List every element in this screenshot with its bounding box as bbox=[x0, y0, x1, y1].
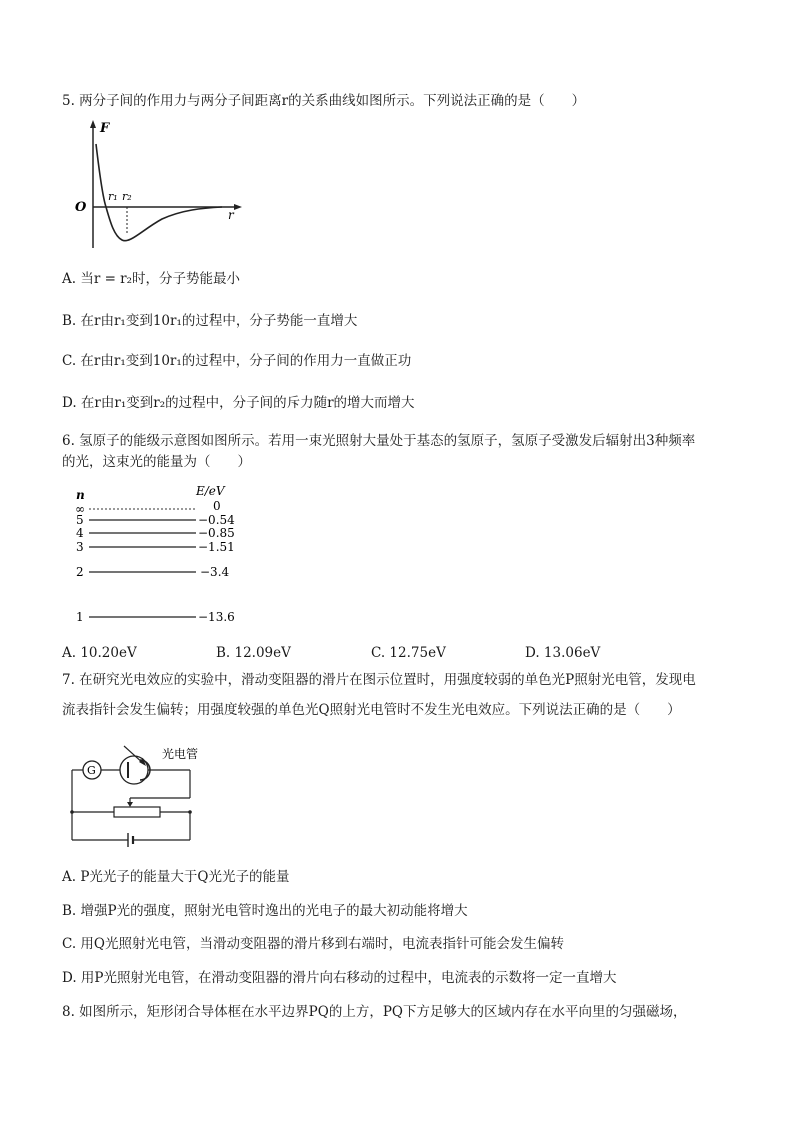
level-n-1: 1 bbox=[76, 610, 84, 624]
level-n-4: 4 bbox=[76, 526, 84, 540]
n-header: n bbox=[76, 488, 85, 502]
q6-option-d: D. 13.06eV bbox=[525, 645, 601, 661]
energy-header: E/eV bbox=[196, 484, 225, 498]
q5-option-d: D. 在r由r₁变到r₂的过程中，分子间的斥力随r的增大而增大 bbox=[62, 395, 415, 411]
q7-option-d: D. 用P光照射光电管，在滑动变阻器的滑片向右移动的过程中，电流表的示数将一定一直增大 bbox=[62, 970, 617, 986]
q6-stem-line2: 的光，这束光的能量为（ ） bbox=[62, 454, 251, 470]
q7-stem-line2: 流表指针会发生偏转；用强度较强的单色光Q照射光电管时不发生光电效应。下列说法正确的是（ ） bbox=[62, 702, 681, 718]
q7-stem-line1: 7. 在研究光电效应的实验中，滑动变阻器的滑片在图示位置时，用强度较弱的单色光P照射光电管，发现电 bbox=[62, 672, 696, 688]
origin-label: O bbox=[75, 200, 87, 215]
q5-force-curve-figure bbox=[72, 118, 257, 253]
level-e-2: −3.4 bbox=[200, 565, 230, 579]
slider-arrow-icon bbox=[127, 802, 133, 807]
q7-option-b: B. 增强P光的强度，照射光电管时逸出的光电子的最大初动能将增大 bbox=[62, 903, 468, 919]
x-axis-label: r bbox=[228, 208, 234, 222]
q5-option-a: A. 当r = r₂时，分子势能最小 bbox=[62, 271, 241, 287]
level-e-5: −0.54 bbox=[198, 513, 235, 527]
level-n-5: 5 bbox=[76, 513, 84, 527]
level-n-2: 2 bbox=[76, 565, 84, 579]
rheostat-symbol bbox=[114, 807, 160, 817]
q5-stem: 5. 两分子间的作用力与两分子间距离r的关系曲线如图所示。下列说法正确的是（ ） bbox=[62, 93, 586, 109]
q6-option-c: C. 12.75eV bbox=[371, 645, 446, 661]
level-e-inf: 0 bbox=[213, 499, 221, 513]
level-n-inf: ∞ bbox=[75, 502, 85, 516]
y-axis-label: F bbox=[100, 121, 110, 136]
r2-label: r₂ bbox=[122, 190, 132, 203]
x-axis-arrow bbox=[234, 204, 242, 210]
q8-stem: 8. 如图所示，矩形闭合导体框在水平边界PQ的上方，PQ下方足够大的区域内存在水平向里的匀强磁场， bbox=[62, 1004, 687, 1020]
q6-option-a: A. 10.20eV bbox=[62, 645, 137, 661]
junction-dot bbox=[70, 810, 74, 814]
q6-energy-level-figure bbox=[72, 480, 257, 630]
junction-dot bbox=[188, 810, 192, 814]
q6-options bbox=[62, 644, 742, 662]
galvanometer-label: G bbox=[87, 764, 96, 777]
q7-option-c: C. 用Q光照射光电管，当滑动变阻器的滑片移到右端时，电流表指针可能会发生偏转 bbox=[62, 936, 564, 952]
q6-stem-line1: 6. 氢原子的能级示意图如图所示。若用一束光照射大量处于基态的氢原子，氢原子受激发后辐射出3种频率 bbox=[62, 433, 696, 449]
q5-option-c: C. 在r由r₁变到10r₁的过程中，分子间的作用力一直做正功 bbox=[62, 353, 412, 369]
level-e-4: −0.85 bbox=[198, 526, 235, 540]
level-e-3: −1.51 bbox=[198, 540, 235, 554]
q6-option-b: B. 12.09eV bbox=[216, 645, 291, 661]
level-n-3: 3 bbox=[76, 540, 84, 554]
y-axis-arrow bbox=[90, 120, 96, 128]
q5-option-b: B. 在r由r₁变到10r₁的过程中，分子势能一直增大 bbox=[62, 313, 358, 329]
q7-option-a: A. P光光子的能量大于Q光光子的能量 bbox=[62, 869, 290, 885]
phototube-label: 光电管 bbox=[162, 747, 199, 761]
r1-label: r₁ bbox=[108, 190, 118, 203]
q7-circuit-figure bbox=[66, 732, 246, 852]
level-e-1: −13.6 bbox=[198, 610, 235, 624]
